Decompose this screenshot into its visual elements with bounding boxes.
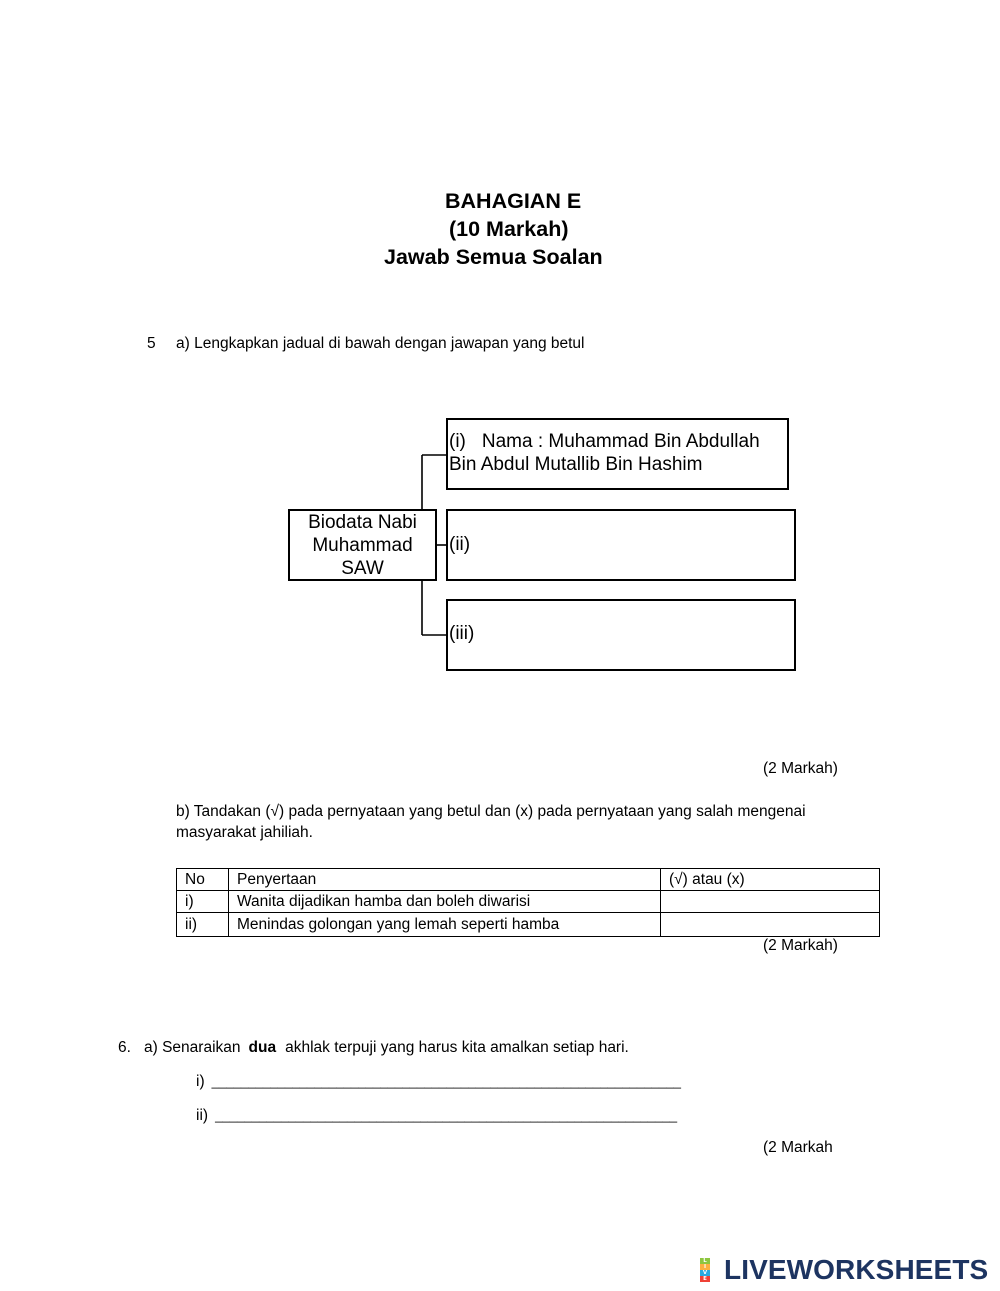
- row-statement: Menindas golongan yang lemah seperti hamba: [229, 913, 661, 937]
- branch-ii-label: (ii): [449, 534, 471, 555]
- table-row: [177, 891, 880, 913]
- question-6a-prompt-emphasis: dua: [248, 1039, 277, 1056]
- branch-ii-answer-box[interactable]: [446, 509, 796, 581]
- liveworksheets-logo[interactable]: [700, 1254, 988, 1286]
- section-instruction: Jawab Semua Soalan: [384, 245, 603, 269]
- center-box-line: SAW: [341, 557, 384, 579]
- question-6a-prompt: [144, 1039, 629, 1057]
- question-5a-prompt: a) Lengkapkan jadual di bawah dengan jawapan yang betul: [176, 335, 585, 352]
- question-5a-marks: (2 Markah): [763, 760, 838, 777]
- branch-i-line-2: Bin Abdul Mutallib Bin Hashim: [449, 454, 703, 475]
- question-5-number: 5: [147, 335, 156, 352]
- branch-iii-answer-box[interactable]: [446, 599, 796, 671]
- center-box-line: Muhammad: [312, 534, 413, 556]
- logo-icon-cell: V: [700, 1270, 710, 1276]
- logo-wordmark: LIVEWORKSHEETS: [724, 1254, 989, 1285]
- question-5b-marks: (2 Markah): [763, 937, 838, 954]
- question-6a-prompt-end: akhlak terpuji yang harus kita amalkan setiap hari.: [285, 1039, 629, 1056]
- answer-line-label: ii): [196, 1107, 209, 1124]
- header-statement: Penyertaan: [229, 869, 661, 891]
- branch-i-line-1: [449, 430, 760, 453]
- branch-i-label: (i): [449, 431, 466, 452]
- row-answer-cell[interactable]: [661, 891, 880, 913]
- section-marks: (10 Markah): [449, 217, 569, 241]
- center-box-line: Biodata Nabi: [308, 511, 417, 533]
- row-answer-cell[interactable]: [661, 913, 880, 937]
- branch-i-name: Nama : Muhammad Bin Abdullah: [481, 431, 760, 452]
- question-6a-prompt-start: a) Senaraikan: [144, 1039, 241, 1056]
- question-5b-prompt-line-2: masyarakat jahiliah.: [176, 824, 313, 841]
- answer-line-i: [196, 1073, 681, 1091]
- section-title: BAHAGIAN E: [445, 189, 582, 213]
- logo-icon: [700, 1258, 710, 1282]
- biodata-center-box: [288, 509, 437, 581]
- branch-i-content: [449, 430, 760, 476]
- row-statement: Wanita dijadikan hamba dan boleh diwarisi: [229, 891, 661, 913]
- question-5b-prompt-line-1: b) Tandakan (√) pada pernyataan yang betul dan (x) pada pernyataan yang salah mengenai: [176, 803, 806, 820]
- branch-i-box: [446, 418, 789, 490]
- statement-table: [176, 868, 880, 937]
- answer-line-ii: [196, 1107, 677, 1125]
- header-no: No: [177, 869, 229, 891]
- table-header-row: [177, 869, 880, 891]
- logo-icon-cell: L: [700, 1258, 710, 1264]
- question-6-number: 6.: [118, 1039, 131, 1056]
- table-row: [177, 913, 880, 937]
- question-6a-marks: (2 Markah: [763, 1139, 833, 1156]
- answer-blank[interactable]: _______________________________________________________________: [215, 1108, 678, 1123]
- logo-icon-cell: E: [700, 1276, 710, 1282]
- branch-iii-label: (iii): [449, 623, 475, 644]
- answer-blank[interactable]: ________________________________________________________________: [211, 1074, 682, 1089]
- row-number: ii): [177, 913, 229, 937]
- answer-line-label: i): [196, 1073, 205, 1090]
- header-tick: (√) atau (x): [661, 869, 880, 891]
- row-number: i): [177, 891, 229, 913]
- logo-icon-cell: I: [700, 1264, 710, 1270]
